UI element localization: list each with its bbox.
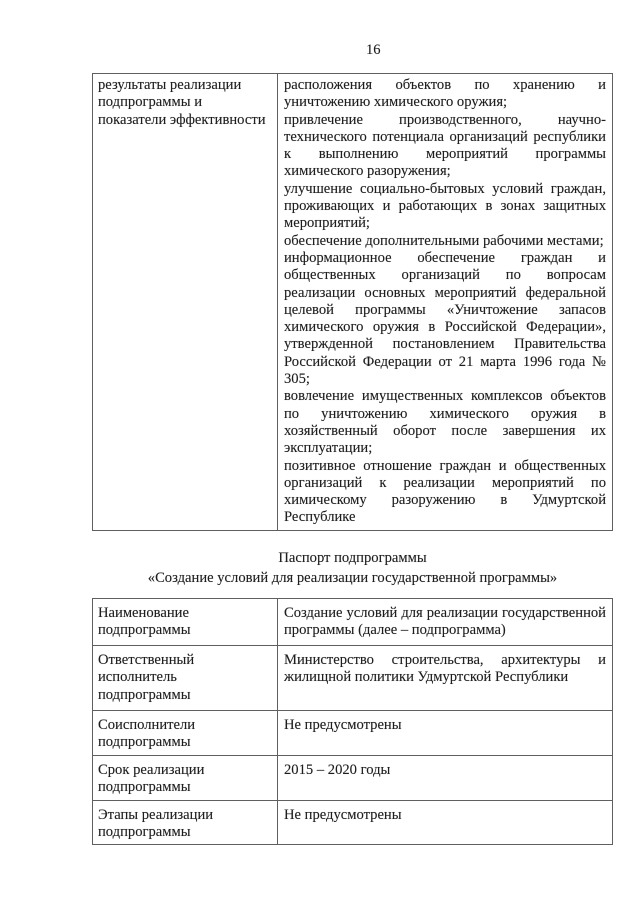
results-table [92, 73, 613, 531]
passport-row-value: Министерство строительства, архитектуры и жилищной политики Удмуртской Республики [284, 652, 606, 686]
results-paragraph: привлечение производственного, научно-технического потенциала организаций республики к выполнению мероприятий программы химического разоружения; [284, 111, 606, 180]
passport-row-label: Ответственный исполнитель подпрограммы [93, 646, 278, 710]
passport-row-value: Не предусмотрены [284, 806, 402, 823]
passport-table [92, 598, 613, 845]
results-paragraph: расположения объектов по хранению и уничтожению химического оружия; [284, 77, 606, 111]
results-paragraph: обеспечение дополнительными рабочими местами; [284, 232, 604, 249]
passport-row-value: Создание условий для реализации государственной программы (далее – подпрограмма) [284, 605, 606, 639]
passport-heading-line1: Паспорт подпрограммы [278, 550, 427, 566]
table-row [93, 711, 612, 756]
passport-row-label: Этапы реализации подпрограммы [93, 801, 278, 845]
passport-row-value: 2015 – 2020 годы [284, 762, 391, 778]
table-row [93, 646, 612, 711]
passport-heading-line2: «Создание условий для реализации государственной программы» [147, 570, 558, 586]
table-row [93, 756, 612, 801]
table-row [93, 599, 612, 646]
page-number: 16 [366, 42, 381, 58]
results-paragraph: улучшение социально-бытовых условий граждан, проживающих и работающих в зонах защитных мероприятий; [284, 180, 606, 232]
results-paragraph: позитивное отношение граждан и общественных организаций к реализации мероприятий по химическому разоружению в Удмуртской Республике [284, 457, 606, 526]
passport-row-label: Соисполнители подпрограммы [93, 711, 278, 755]
table-row [93, 74, 612, 530]
passport-row-label: Срок реализации подпрограммы [93, 756, 278, 800]
results-paragraph: информационное обеспечение граждан и общественных организаций по вопросам реализации основных мероприятий федеральной целевой программы «Уничтожение запасов химического оружия в Российской Федерации», утвержденной постановлением Правительства Российской Федерации от 21 марта 1996 года № 305; [284, 249, 606, 388]
passport-heading [92, 548, 613, 588]
results-row-value [278, 74, 612, 530]
results-paragraph: вовлечение имущественных комплексов объектов по уничтожению химического оружия в хозяйственный оборот после завершения их эксплуатации; [284, 388, 606, 457]
passport-row-value: Не предусмотрены [284, 717, 402, 733]
results-row-label: результаты реализации подпрограммы и показатели эффективности [93, 74, 278, 530]
passport-row-label: Наименование подпрограммы [93, 599, 278, 645]
table-row [93, 801, 612, 845]
